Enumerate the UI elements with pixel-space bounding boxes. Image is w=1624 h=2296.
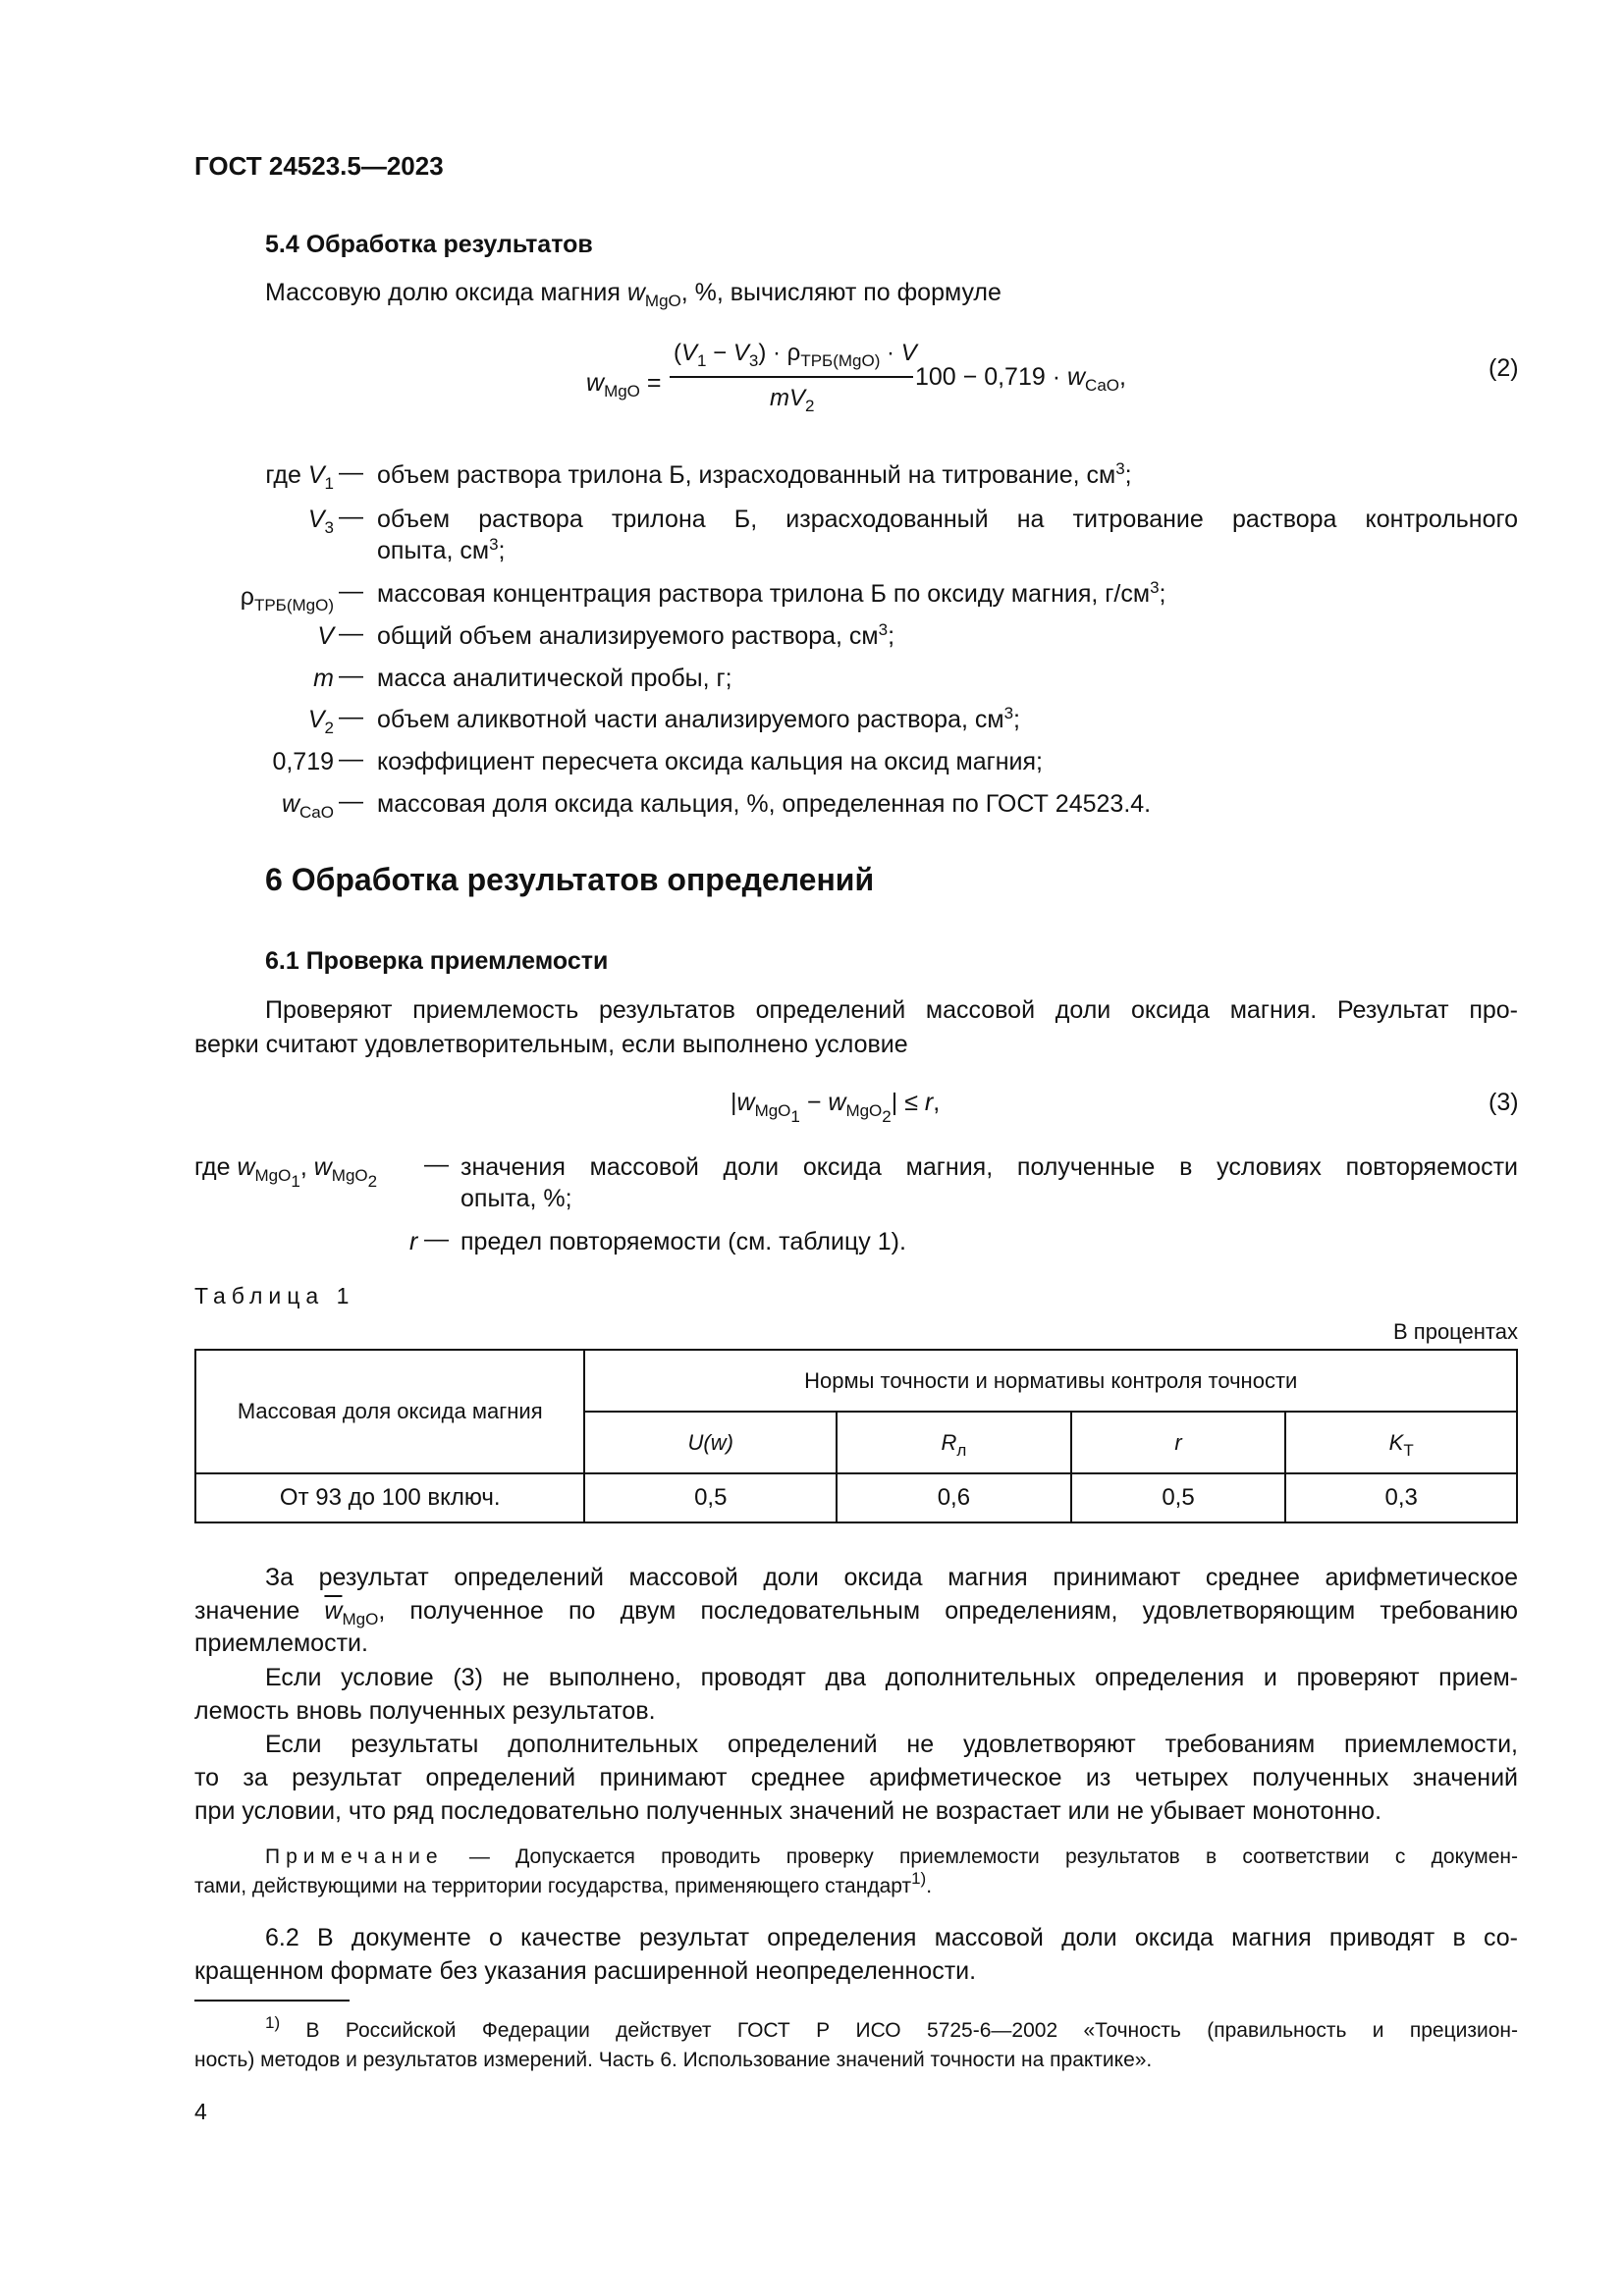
footnote-line1: $^{1)}$ В Российской Федерации действует ГОСТ Р ИСО 5725-6—2002 «Точность (правильность и прецизион-	[265, 2013, 1518, 2042]
legend-text: массовая концентрация раствора трилона Б по оксиду магния, $г/см^3$;	[377, 578, 1166, 608]
legend-dash: —	[339, 619, 363, 647]
table-col-kt: $K_Т$	[1285, 1412, 1517, 1473]
legend-text: объем аликвотной части анализируемого раствора, $см^3$;	[377, 704, 1020, 733]
table-col-r: r	[1071, 1412, 1286, 1473]
formula-2-lhs: $w_{MgO}$ =	[586, 369, 662, 400]
legend-text-cont: опыта, $см^3$;	[377, 535, 506, 564]
legend-symbol: $\rho_{ТРБ(MgO)}$	[240, 583, 334, 614]
table-cell: 0,5	[584, 1473, 837, 1522]
section-5-4-intro: Массовую долю оксида магния $w_{MgO}$, %, вычисляют по формуле	[265, 279, 1001, 310]
para-result-line2: значение $\overline{w}_{MgO}$, полученное по двум последовательным определениям, удовлетворяющим требованию	[194, 1597, 1518, 1629]
legend-text-cont: опыта, %;	[460, 1185, 572, 1212]
doc-code-header: ГОСТ 24523.5—2023	[194, 151, 444, 181]
legend-symbol: где $V_1$	[265, 461, 334, 493]
table-1	[194, 1349, 1518, 1523]
footnote-line2: ность) методов и результатов измерений. Часть 6. Использование значений точности на практике».	[194, 2049, 1153, 2071]
legend-symbol: $V_3$	[307, 506, 334, 537]
section-6-2-line2: кращенном формате без указания расширенной неопределенности.	[194, 1957, 977, 1985]
legend-dash: —	[339, 787, 363, 815]
legend-symbol: r	[409, 1228, 418, 1255]
legend-dash: —	[339, 703, 363, 730]
legend-text: объем раствора трилона Б, израсходованный на титрование раствора контрольного	[377, 506, 1518, 533]
para-condition-line1: Если условие (3) не выполнено, проводят два дополнительных определения и проверяют прием-	[265, 1664, 1518, 1691]
legend-symbol: $V_2$	[307, 706, 334, 737]
formula-3-number: (3)	[1489, 1089, 1519, 1116]
legend-text: общий объем анализируемого раствора, $см^3$;	[377, 620, 895, 650]
legend-dash: —	[339, 458, 363, 486]
table-row	[195, 1473, 1517, 1522]
note-line1: Примечание — Допускается проводить проверку приемлемости результатов в соответствии с докумен-	[265, 1845, 1518, 1868]
formula-2-tail: $100 - 0,719 \cdot w_{CaO}$,	[915, 363, 1126, 395]
legend-dash: —	[424, 1150, 449, 1178]
table-col-uw: U(w)	[584, 1412, 837, 1473]
table-cell: 0,3	[1285, 1473, 1517, 1522]
table-col-rl: $R_л$	[837, 1412, 1071, 1473]
formula-2-number: (2)	[1489, 354, 1519, 382]
section-6-1-title: 6.1 Проверка приемлемости	[265, 947, 609, 975]
para-additional-line2: то за результат определений принимают среднее арифметическое из четырех полученных значений	[194, 1764, 1518, 1791]
page-number: 4	[194, 2099, 207, 2124]
section-5-4-title: 5.4 Обработка результатов	[265, 231, 593, 258]
para-result-line3: приемлемости.	[194, 1629, 368, 1657]
legend-text: масса аналитической пробы, г;	[377, 665, 732, 692]
table-cell: От 93 до 100 включ.	[195, 1473, 584, 1522]
table-head-left: Массовая доля оксида магния	[195, 1350, 584, 1473]
footnote-rule	[194, 2000, 350, 2002]
section-6-title: 6 Обработка результатов определений	[265, 862, 875, 897]
legend-dash: —	[339, 577, 363, 605]
legend-dash: —	[339, 662, 363, 689]
legend-text: массовая доля оксида кальция, %, определенная по ГОСТ 24523.4.	[377, 790, 1152, 818]
para-additional-line3: при условии, что ряд последовательно полученных значений не возрастает или не убывает монотонно.	[194, 1797, 1382, 1825]
legend-text: коэффициент пересчета оксида кальция на оксид магния;	[377, 748, 1043, 775]
section-6-2-line1: 6.2 В документе о качестве результат определения массовой доли оксида магния приводят в со-	[265, 1924, 1518, 1951]
legend-text: значения массовой доли оксида магния, полученные в условиях повторяемости	[460, 1153, 1518, 1181]
legend-text: предел повторяемости (см. таблицу 1).	[460, 1228, 906, 1255]
legend-symbol: 0,719	[272, 748, 334, 775]
formula-2-fraction-bar	[670, 376, 913, 378]
table-cell: 0,6	[837, 1473, 1071, 1522]
table-head-group: Нормы точности и нормативы контроля точности	[584, 1350, 1517, 1412]
formula-3: $|w_{MgO_1} - w_{MgO_2}| \le r$,	[731, 1089, 941, 1126]
note-line2: тами, действующими на территории государства, применяющего стандарт$^{1)}$.	[194, 1869, 933, 1897]
table-cell: 0,5	[1071, 1473, 1286, 1522]
legend-dash: —	[424, 1225, 449, 1253]
para-condition-line2: лемость вновь полученных результатов.	[194, 1697, 656, 1725]
legend-symbol: m	[313, 665, 334, 692]
formula-2-numerator: $(V_1 - V_3) \cdot \rho_{ТРБ(MgO)} \cdot V$	[674, 340, 917, 370]
legend-dash: —	[339, 503, 363, 530]
section-6-1-para-line1: Проверяют приемлемость результатов определений массовой доли оксида магния. Результат про-	[265, 996, 1518, 1024]
legend-text: объем раствора трилона Б, израсходованный на титрование, $см^3$;	[377, 459, 1132, 489]
legend-symbol: $w_{CaO}$	[281, 790, 334, 822]
para-result-line1: За результат определений массовой доли оксида магния принимают среднее арифметическое	[265, 1564, 1518, 1591]
para-additional-line1: Если результаты дополнительных определений не удовлетворяют требованиям приемлемости,	[265, 1731, 1518, 1758]
legend-dash: —	[339, 745, 363, 773]
formula-2-denominator: $mV_2$	[770, 385, 815, 415]
legend-symbol: V	[317, 622, 334, 650]
legend-symbol: где $w_{MgO_1}$, $w_{MgO_2}$	[194, 1153, 378, 1191]
table-caption: Таблица 1	[194, 1283, 355, 1308]
table-unit: В процентах	[1393, 1319, 1518, 1344]
section-6-1-para-line2: верки считают удовлетворительным, если выполнено условие	[194, 1031, 908, 1058]
